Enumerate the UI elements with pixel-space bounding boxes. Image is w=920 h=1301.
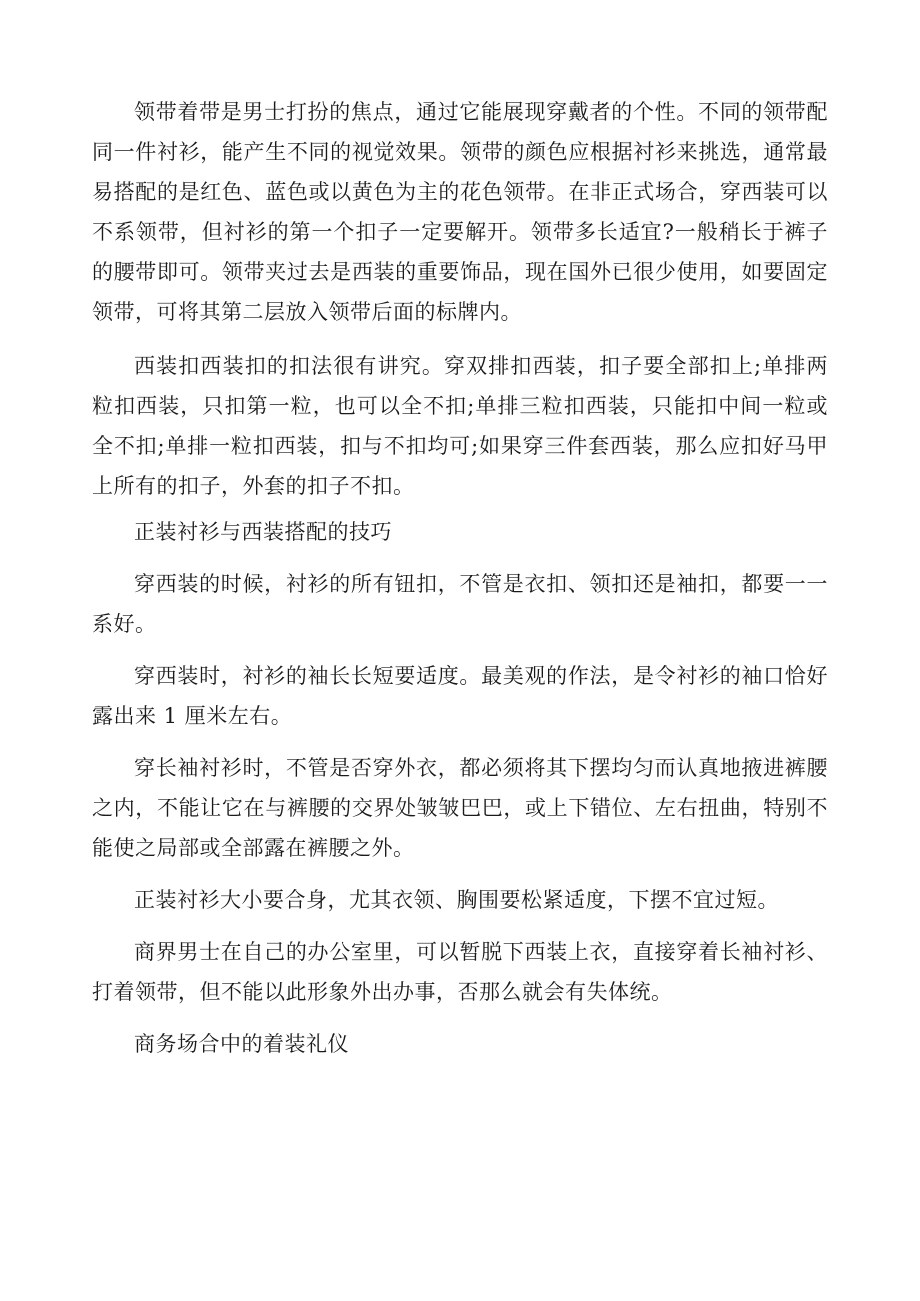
paragraph-shirt-fit: 正装衬衫大小要合身，尤其衣领、胸围要松紧适度，下摆不宜过短。	[134, 888, 779, 912]
section-heading-shirt-suit-matching: 正装衬衫与西装搭配的技巧	[134, 520, 392, 544]
paragraph-sleeve-length: 穿西装时，衬衫的袖长长短要适度。最美观的作法，是令衬衫的袖口恰好露出来 1 厘米左右。	[92, 664, 828, 728]
paragraph-office-attire: 商界男士在自己的办公室里，可以暂脱下西装上衣，直接穿着长袖衬衫、打着领带，但不能以此形象外出办事，否那么就会有失体统。	[92, 940, 828, 1004]
paragraph-tuck-shirt: 穿长袖衬衫时，不管是否穿外衣，都必须将其下摆均匀而认真地掖进裤腰之内，不能让它在与裤腰的交界处皱皱巴巴，或上下错位、左右扭曲，特别不能使之局部或全部露在裤腰之外。	[92, 756, 828, 860]
paragraph-shirt-buttons: 穿西装的时候，衬衫的所有钮扣，不管是衣扣、领扣还是袖扣，都要一一系好。	[92, 572, 828, 636]
paragraph-suit-buttons: 西装扣西装扣的扣法很有讲究。穿双排扣西装，扣子要全部扣上;单排两粒扣西装，只扣第一粒，也可以全不扣;单排三粒扣西装，只能扣中间一粒或全不扣;单排一粒扣西装，扣与不扣均可;如果穿三件套西装，那么应扣好马甲上所有的扣子，外套的扣子不扣。	[92, 354, 828, 498]
paragraph-necktie: 领带着带是男士打扮的焦点，通过它能展现穿戴者的个性。不同的领带配同一件衬衫，能产生不同的视觉效果。领带的颜色应根据衬衫来挑选，通常最易搭配的是红色、蓝色或以黄色为主的花色领带。在非正式场合，穿西装可以不系领带，但衬衫的第一个扣子一定要解开。领带多长适宜?一般稍长于裤子的腰带即可。领带夹过去是西装的重要饰品，现在国外已很少使用，如要固定领带，可将其第二层放入领带后面的标牌内。	[92, 100, 828, 324]
section-heading-business-attire-etiquette: 商务场合中的着装礼仪	[134, 1032, 349, 1056]
